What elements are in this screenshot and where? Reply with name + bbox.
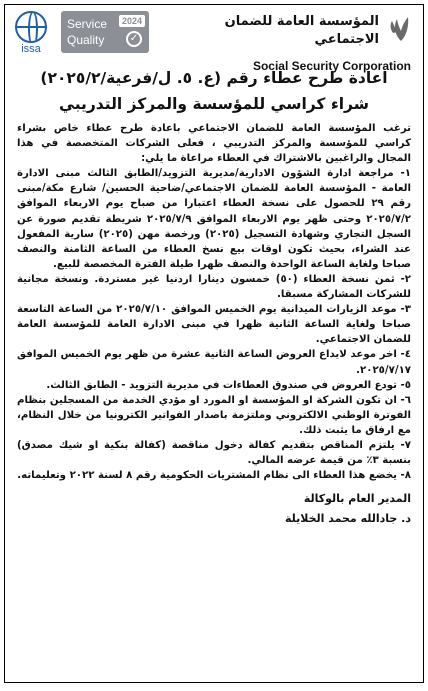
item-1: ١- مراجعة ادارة الشؤون الادارية/مديرية التزويد/الطابق الثالث مبنى الادارة العامة - المؤسسة العامة للضمان الاجتماعي/ضاحية الحسين/ شارع مكة/مبنى رقم ٢٩ للحصول على نسخة العطاء اعتبارا من صباح يوم الاربعاء الموافق ٢٠٢٥/٧/٢ وحتى ظهر يوم الاربعاء الموافق ٢٠٢٥/٧/٩ شريطة تقديم صورة عن السجل التجاري وشهادة التسجيل (٢٠٢٥) ورخصة مهن (٢٠٢٥) سارية المفعول عند الشراء، بحيث تكون اوقات بيع نسخ العطاء من الساعة الثامنة والنصف صباحا ولغاية الساعة الواحدة والنصف ظهرا طيلة الفترة المخصصة للبيع.	[17, 168, 412, 270]
announcement-body	[5, 117, 423, 483]
service-quality-badge	[61, 11, 149, 53]
intro-paragraph: ترغب المؤسسة العامة للضمان الاجتماعي باعادة طرح عطاء خاص بشراء كراسي للمؤسسة والمركز التدريبي ، فعلى الشركات المتخصصة في هذا المجال والراغبين بالاشتراك في العطاء مراعاة ما يلي:	[17, 123, 411, 165]
ssc-logo-icon	[387, 13, 415, 43]
item-2: ٢- ثمن نسخة العطاء (٥٠) خمسون دينارا اردنيا غير مستردة. ونسخة مجانية للشركات المشاركة مسبقا.	[17, 273, 411, 301]
header	[5, 5, 423, 73]
org-logo-block	[205, 13, 415, 73]
badge-year: 2024	[119, 15, 145, 27]
badge-line-1: Service	[67, 17, 108, 31]
item-7: ٧- يلتزم المناقص بتقديم كفالة دخول مناقصة (كفالة بنكية او شيك مصدق) بنسبة ٣٪ من قيمة عرضه المالي.	[17, 439, 411, 467]
title-line-1: اعادة طرح عطاء رقم (ع. ٥. ل/فرعية/٢٠٢٥/٢)	[40, 69, 388, 87]
item-8: ٨- يخضع هذا العطاء الى نظام المشتريات الحكومية رقم ٨ لسنة ٢٠٢٢ وتعليماته.	[17, 470, 411, 482]
tender-announcement	[4, 4, 424, 683]
globe-icon	[15, 11, 47, 43]
item-5: ٥- تودع العروض في صندوق العطاءات في مديرية التزويد - الطابق الثالث.	[46, 379, 411, 391]
title-line-2: شراء كراسي للمؤسسة والمركز التدريبي	[59, 95, 369, 113]
signatory-name: د. جادالله محمد الخلايلة	[284, 512, 411, 526]
item-4: ٤- اخر موعد لايداع العروض الساعة الثانية عشرة من ظهر يوم الخميس الموافق ٢٠٢٥/٧/١٧.	[17, 349, 411, 376]
check-icon: ✓	[126, 31, 142, 47]
org-name-arabic: المؤسسة العامة للضمان الاجتماعي	[224, 14, 379, 47]
signatory-role: المدير العام بالوكالة	[303, 492, 411, 506]
item-3: ٣- موعد الزيارات الميدانية يوم الخميس الموافق ٢٠٢٥/٧/١٠ من الساعة التاسعة صباحا ولغاية الساعة الثانية ظهرا في مبنى الادارة العامة للمؤسسة العامة للضمان الاجتماعي.	[17, 304, 411, 346]
issa-label: issa	[21, 43, 41, 55]
item-6: ٦- ان تكون الشركة او المؤسسة او المورد او مؤدي الخدمة من المسجلين بنظام الفوترة الوطني الالكتروني وملتزمة باصدار الفواتير الكترونيا من خلال النظام، مع ارفاق ما يثبت ذلك.	[17, 394, 411, 436]
issa-logo	[9, 11, 53, 55]
signature-block	[5, 483, 423, 529]
org-name-english: Social Security Corporation	[252, 59, 411, 73]
badge-line-2: Quality	[67, 33, 105, 47]
